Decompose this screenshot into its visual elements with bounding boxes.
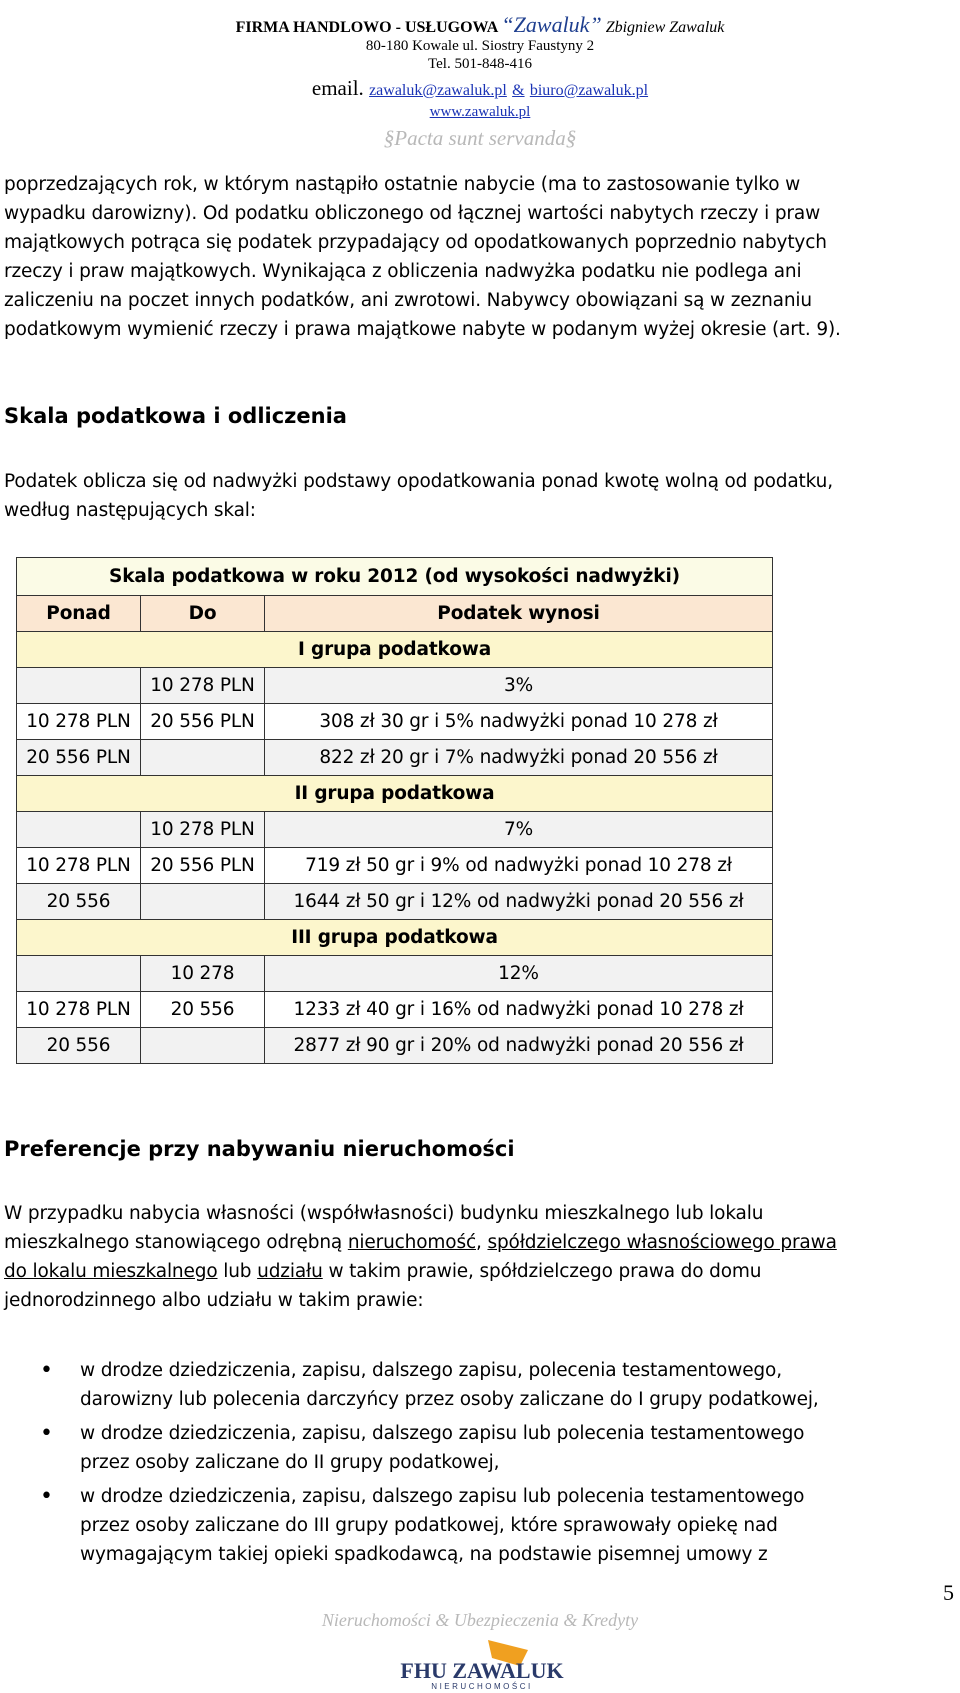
logo-text: FHU ZAWALUK: [400, 1658, 564, 1683]
cell-podatek: 2877 zł 90 gr i 20% od nadwyżki ponad 20 556 zł: [265, 1028, 773, 1064]
cell-ponad: 10 278 PLN: [17, 848, 141, 884]
paragraph-line: Podatek oblicza się od nadwyżki podstawy opodatkowania ponad kwotę wolną od podatku,: [4, 471, 833, 492]
group-row: [17, 632, 773, 668]
brand-name: “Zawaluk”: [501, 12, 602, 37]
cell-do: 10 278: [141, 956, 265, 992]
tax-scale-paragraph: [4, 467, 944, 525]
cell-ponad: [17, 812, 141, 848]
paragraph-line: poprzedzających rok, w którym nastąpiło ostatnie nabycie (ma to zastosowanie tylko w: [4, 174, 801, 195]
cell-podatek: 822 zł 20 gr i 7% nadwyżki ponad 20 556 zł: [265, 740, 773, 776]
column-header-do: Do: [141, 596, 265, 632]
cell-do: [141, 1028, 265, 1064]
table-row: [17, 812, 773, 848]
preferences-paragraph: [4, 1199, 944, 1315]
cell-do: [141, 740, 265, 776]
cell-podatek: 7%: [265, 812, 773, 848]
company-phone: Tel. 501-848-416: [428, 56, 532, 72]
group-row: [17, 776, 773, 812]
cell-podatek: 3%: [265, 668, 773, 704]
list-item-line: w drodze dziedziczenia, zapisu, dalszego zapisu, polecenia testamentowego,: [80, 1360, 782, 1381]
list-item: [80, 1482, 940, 1569]
email-separator: &: [512, 82, 525, 99]
logo-subtext: NIERUCHOMOŚCI: [431, 1682, 533, 1691]
link-nieruchomosc[interactable]: nieruchomość: [347, 1232, 476, 1253]
list-item-line: darowizny lub polecenia darczyńcy przez osoby zaliczane do I grupy podatkowej,: [80, 1389, 819, 1410]
cell-podatek: 1644 zł 50 gr i 12% od nadwyżki ponad 20 556 zł: [265, 884, 773, 920]
paragraph-line: W przypadku nabycia własności (współwłasności) budynku mieszkalnego lub lokalu: [4, 1203, 764, 1224]
table-row: [17, 848, 773, 884]
cell-podatek: 12%: [265, 956, 773, 992]
cell-ponad: 20 556: [17, 884, 141, 920]
bullet-icon: •: [40, 1358, 53, 1383]
table-row: [17, 704, 773, 740]
paragraph-line: podatkowym wymienić rzeczy i prawa majątkowe nabyte w podanym wyżej okresie (art. 9).: [4, 319, 841, 340]
column-header-ponad: Ponad: [17, 596, 141, 632]
section-heading-tax-scale: Skala podatkowa i odliczenia: [4, 404, 347, 428]
footer-tagline: Nieruchomości & Ubezpieczenia & Kredyty: [321, 1610, 639, 1630]
table-row: [17, 884, 773, 920]
motto: §Pacta sunt servanda§: [383, 126, 577, 150]
paragraph-line: według następujących skal:: [4, 500, 256, 521]
list-item-line: wymagającym takiej opieki spadkodawcą, na podstawie pisemnej umowy z: [80, 1544, 768, 1565]
cell-ponad: [17, 668, 141, 704]
table-title: Skala podatkowa w roku 2012 (od wysokości nadwyżki): [17, 558, 773, 596]
text-fragment: mieszkalnego stanowiącego odrębną: [4, 1232, 348, 1253]
column-header-podatek: Podatek wynosi: [265, 596, 773, 632]
cell-ponad: [17, 956, 141, 992]
link-spoldzielcze-prawo-cont[interactable]: do lokalu mieszkalnego: [4, 1261, 218, 1282]
cell-ponad: 20 556: [17, 1028, 141, 1064]
group-row: [17, 920, 773, 956]
table-row: [17, 956, 773, 992]
list-item: [80, 1419, 940, 1477]
cell-do: 20 556 PLN: [141, 704, 265, 740]
cell-do: 10 278 PLN: [141, 812, 265, 848]
table-row: [17, 1028, 773, 1064]
cell-podatek: 308 zł 30 gr i 5% nadwyżki ponad 10 278 zł: [265, 704, 773, 740]
bullet-icon: •: [40, 1421, 53, 1446]
table-title-row: [17, 558, 773, 596]
paragraph-line: majątkowych potrąca się podatek przypadający od opodatkowanych poprzednio nabytych: [4, 232, 827, 253]
company-logo: [392, 1636, 572, 1692]
owner-name: Zbigniew Zawaluk: [605, 19, 725, 36]
email-label: email.: [311, 76, 364, 100]
cell-ponad: 10 278 PLN: [17, 704, 141, 740]
text-fragment: lub: [217, 1261, 258, 1282]
paragraph-line: jednorodzinnego albo udziału w takim prawie:: [4, 1290, 424, 1311]
table-row: [17, 992, 773, 1028]
cell-do: [141, 884, 265, 920]
list-item-line: przez osoby zaliczane do III grupy podatkowej, które sprawowały opiekę nad: [80, 1515, 778, 1536]
cell-do: 20 556 PLN: [141, 848, 265, 884]
paragraph-line: [4, 1228, 944, 1257]
list-item-line: w drodze dziedziczenia, zapisu, dalszego zapisu lub polecenia testamentowego: [80, 1486, 805, 1507]
text-fragment: w takim prawie, spółdzielczego prawa do domu: [322, 1261, 762, 1282]
cell-podatek: 719 zł 50 gr i 9% od nadwyżki ponad 10 278 zł: [265, 848, 773, 884]
link-spoldzielcze-prawo[interactable]: spółdzielczego własnościowego prawa: [487, 1232, 837, 1253]
cell-podatek: 1233 zł 40 gr i 16% od nadwyżki ponad 10 278 zł: [265, 992, 773, 1028]
list-item: [80, 1356, 940, 1414]
table-row: [17, 668, 773, 704]
website-link[interactable]: www.zawaluk.pl: [429, 104, 531, 120]
group-name: III grupa podatkowa: [17, 920, 773, 956]
table-row: [17, 740, 773, 776]
bullet-icon: •: [40, 1484, 53, 1509]
company-address: 80-180 Kowale ul. Siostry Faustyny 2: [365, 38, 595, 54]
cell-do: 20 556: [141, 992, 265, 1028]
paragraph-line: rzeczy i praw majątkowych. Wynikająca z obliczenia nadwyżka podatku nie podlega ani: [4, 261, 802, 282]
cell-ponad: 10 278 PLN: [17, 992, 141, 1028]
paragraph-line: zaliczeniu na poczet innych podatków, ani zwrotowi. Nabywcy obowiązani są w zeznaniu: [4, 290, 812, 311]
group-name: I grupa podatkowa: [17, 632, 773, 668]
email-link-biuro[interactable]: biuro@zawaluk.pl: [529, 82, 649, 99]
table-header-row: [17, 596, 773, 632]
text-fragment: ,: [475, 1232, 488, 1253]
list-item-line: w drodze dziedziczenia, zapisu, dalszego zapisu lub polecenia testamentowego: [80, 1423, 805, 1444]
company-prefix: FIRMA HANDLOWO - USŁUGOWA: [235, 19, 498, 36]
page-number: 5: [943, 1580, 954, 1605]
tax-scale-table: [16, 557, 773, 1064]
section-heading-preferences: Preferencje przy nabywaniu nieruchomości: [4, 1137, 515, 1161]
group-name: II grupa podatkowa: [17, 776, 773, 812]
intro-paragraph: [4, 170, 944, 344]
company-header: [0, 12, 960, 38]
paragraph-line: wypadku darowizny). Od podatku obliczonego od łącznej wartości nabytych rzeczy i praw: [4, 203, 821, 224]
list-item-line: przez osoby zaliczane do II grupy podatkowej,: [80, 1452, 500, 1473]
cell-ponad: 20 556 PLN: [17, 740, 141, 776]
cell-do: 10 278 PLN: [141, 668, 265, 704]
email-link-zawaluk[interactable]: zawaluk@zawaluk.pl: [369, 82, 507, 99]
link-udzialu[interactable]: udziału: [257, 1261, 323, 1282]
paragraph-line: [4, 1257, 944, 1286]
company-email: [0, 76, 960, 101]
